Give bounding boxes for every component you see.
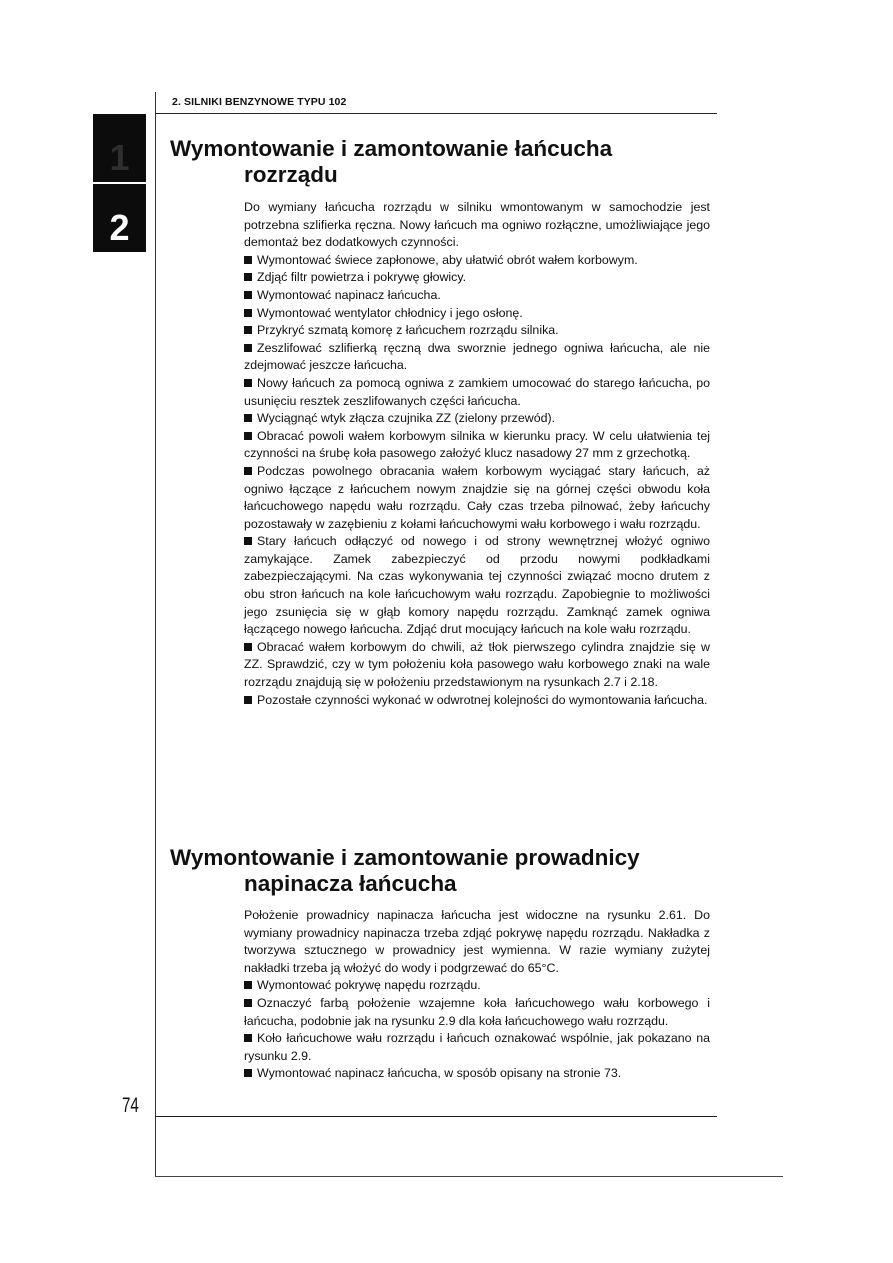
- section-title-line1: Wymontowanie i zamontowanie prowadnicy: [170, 845, 640, 870]
- square-bullet-icon: [244, 999, 252, 1007]
- section-title-tensioner-guide: [170, 845, 710, 897]
- square-bullet-icon: [244, 256, 252, 264]
- square-bullet-icon: [244, 344, 252, 352]
- bottom-rule: [155, 1176, 783, 1177]
- section-body-chain-replacement: [244, 199, 710, 709]
- bullet-item: [244, 252, 710, 270]
- paragraph-text: Wymontować wentylator chłodnicy i jego osłonę.: [257, 305, 523, 320]
- bullet-item: [244, 375, 710, 410]
- paragraph-text: Obracać wałem korbowym do chwili, aż tłok pierwszego cylindra znajdzie się w ZZ. Sprawdzić, czy w tym położeniu koła pasowego wału korbowego znaki na wale rozrządu znajdują się w położeniu przedstawionym na rysunkach 2.7 i 2.18.: [244, 639, 710, 690]
- section-body-tensioner-guide: [244, 907, 710, 1083]
- paragraph-text: Zdjąć filtr powietrza i pokrywę głowicy.: [257, 270, 467, 285]
- square-bullet-icon: [244, 537, 252, 545]
- paragraph-text: Położenie prowadnicy napinacza łańcucha jest widoczne na rysunku 2.61. Do wymiany prowadnicy napinacza trzeba zdjąć pokrywę napędu rozrządu. Nakładka z tworzywa sztucznego w prowadnicy jest wymienna. W razie wymiany zużytej nakładki trzeba ją włożyć do wody i podgrzewać do 65°C.: [244, 908, 710, 975]
- paragraph-text: Stary łańcuch odłączyć od nowego i od strony wewnętrznej włożyć ogniwo zamykające. Zamek zabezpieczyć od przodu nowymi podkładkami zabezpieczającymi. Na czas wykonywania tej czynności związać mocno drutem z obu stron łańcuch na kole łańcuchowym wału rozrządu. Zapobiegnie to możliwości jego zsunięcia się w głąb komory napędu rozrządu. Zamknąć zamek ogniwa łączącego nowego łańcucha. Zdjąć drut mocujący łańcuch na kole wału rozrządu.: [244, 534, 710, 637]
- paragraph-text: Oznaczyć farbą położenie wzajemne koła łańcuchowego wału korbowego i łańcucha, podobnie jak na rysunku 2.9 dla koła łańcuchowego wału rozrządu.: [244, 995, 710, 1028]
- section-title-line2: napinacza łańcucha: [244, 871, 457, 896]
- bullet-item: [244, 995, 710, 1030]
- bullet-item: [244, 533, 710, 639]
- square-bullet-icon: [244, 643, 252, 651]
- paragraph-text: Zeszlifować szlifierką ręczną dwa sworznie jednego ogniwa łańcucha, ale nie zdejmować jeszcze łańcucha.: [244, 340, 710, 373]
- paragraph-text: Wyciągnąć wtyk złącza czujnika ZZ (zielony przewód).: [257, 411, 556, 426]
- paragraph-text: Wymontować napinacz łańcucha, w sposób opisany na stronie 73.: [257, 1066, 622, 1081]
- paragraph-text: Przykryć szmatą komorę z łańcuchem rozrządu silnika.: [257, 323, 559, 338]
- paragraph-text: Obracać powoli wałem korbowym silnika w kierunku pracy. W celu ułatwienia tej czynności na śrubę koła pasowego założyć klucz nasadowy 27 mm z grzechotką.: [244, 428, 710, 461]
- bullet-item: [244, 322, 710, 340]
- square-bullet-icon: [244, 432, 252, 440]
- bullet-item: [244, 977, 710, 995]
- running-header: 2. SILNIKI BENZYNOWE TYPU 102: [172, 96, 347, 108]
- bullet-item: [244, 287, 710, 305]
- bullet-item: [244, 639, 710, 692]
- square-bullet-icon: [244, 981, 252, 989]
- paragraph-text: Wymontować napinacz łańcucha.: [257, 287, 441, 302]
- left-margin-rule: [155, 92, 156, 1177]
- bullet-item: [244, 269, 710, 287]
- bullet-item: [244, 463, 710, 533]
- square-bullet-icon: [244, 696, 252, 704]
- bullet-item: [244, 692, 710, 710]
- paragraph-text: Nowy łańcuch za pomocą ogniwa z zamkiem umocować do starego łańcucha, po usunięciu resztek zeszlifowanych części łańcucha.: [244, 375, 710, 408]
- square-bullet-icon: [244, 1034, 252, 1042]
- bullet-item: [244, 1065, 710, 1083]
- bullet-item: [244, 1030, 710, 1065]
- section-title-line1: Wymontowanie i zamontowanie łańcucha: [170, 136, 613, 161]
- paragraph-text: Wymontować świece zapłonowe, aby ułatwić obrót wałem korbowym.: [257, 252, 638, 267]
- section-title-chain-replacement: [170, 136, 710, 188]
- intro-paragraph: [244, 199, 710, 252]
- footer-rule: [155, 1116, 717, 1117]
- intro-paragraph: [244, 907, 710, 977]
- bullet-item: [244, 305, 710, 323]
- bullet-item: [244, 340, 710, 375]
- square-bullet-icon: [244, 326, 252, 334]
- square-bullet-icon: [244, 291, 252, 299]
- paragraph-text: Koło łańcuchowe wału rozrządu i łańcuch oznakować wspólnie, jak pokazano na rysunku 2.9.: [244, 1031, 710, 1063]
- paragraph-text: Podczas powolnego obracania wałem korbowym wyciągać stary łańcuch, aż ogniwo łączące z łańcuchem nowym znajdzie się na górnej części obwodu koła łańcuchowego napędu wału rozrządu. Cały czas trzeba pilnować, żeby łańcuchy pozostawały w zazębieniu z kołami łańcuchowymi wału korbowego i wału rozrządu.: [244, 463, 710, 531]
- paragraph-text: Do wymiany łańcucha rozrządu w silniku wmontowanym w samochodzie jest potrzebna szlifierka ręczna. Nowy łańcuch ma ogniwo rozłączne, umożliwiające jego demontaż bez dodatkowych czynności.: [244, 200, 710, 250]
- paragraph-text: Pozostałe czynności wykonać w odwrotnej kolejności do wymontowania łańcucha.: [257, 692, 708, 707]
- square-bullet-icon: [244, 467, 252, 475]
- square-bullet-icon: [244, 273, 252, 281]
- chapter-tab-1: 1: [93, 114, 146, 182]
- chapter-tab-2: 2: [93, 184, 146, 252]
- square-bullet-icon: [244, 1069, 252, 1077]
- header-rule: [155, 113, 717, 114]
- square-bullet-icon: [244, 414, 252, 422]
- square-bullet-icon: [244, 379, 252, 387]
- page-number: 74: [122, 1094, 139, 1117]
- bullet-item: [244, 428, 710, 463]
- paragraph-text: Wymontować pokrywę napędu rozrządu.: [257, 978, 481, 993]
- bullet-item: [244, 410, 710, 428]
- section-title-line2: rozrządu: [244, 162, 338, 187]
- square-bullet-icon: [244, 309, 252, 317]
